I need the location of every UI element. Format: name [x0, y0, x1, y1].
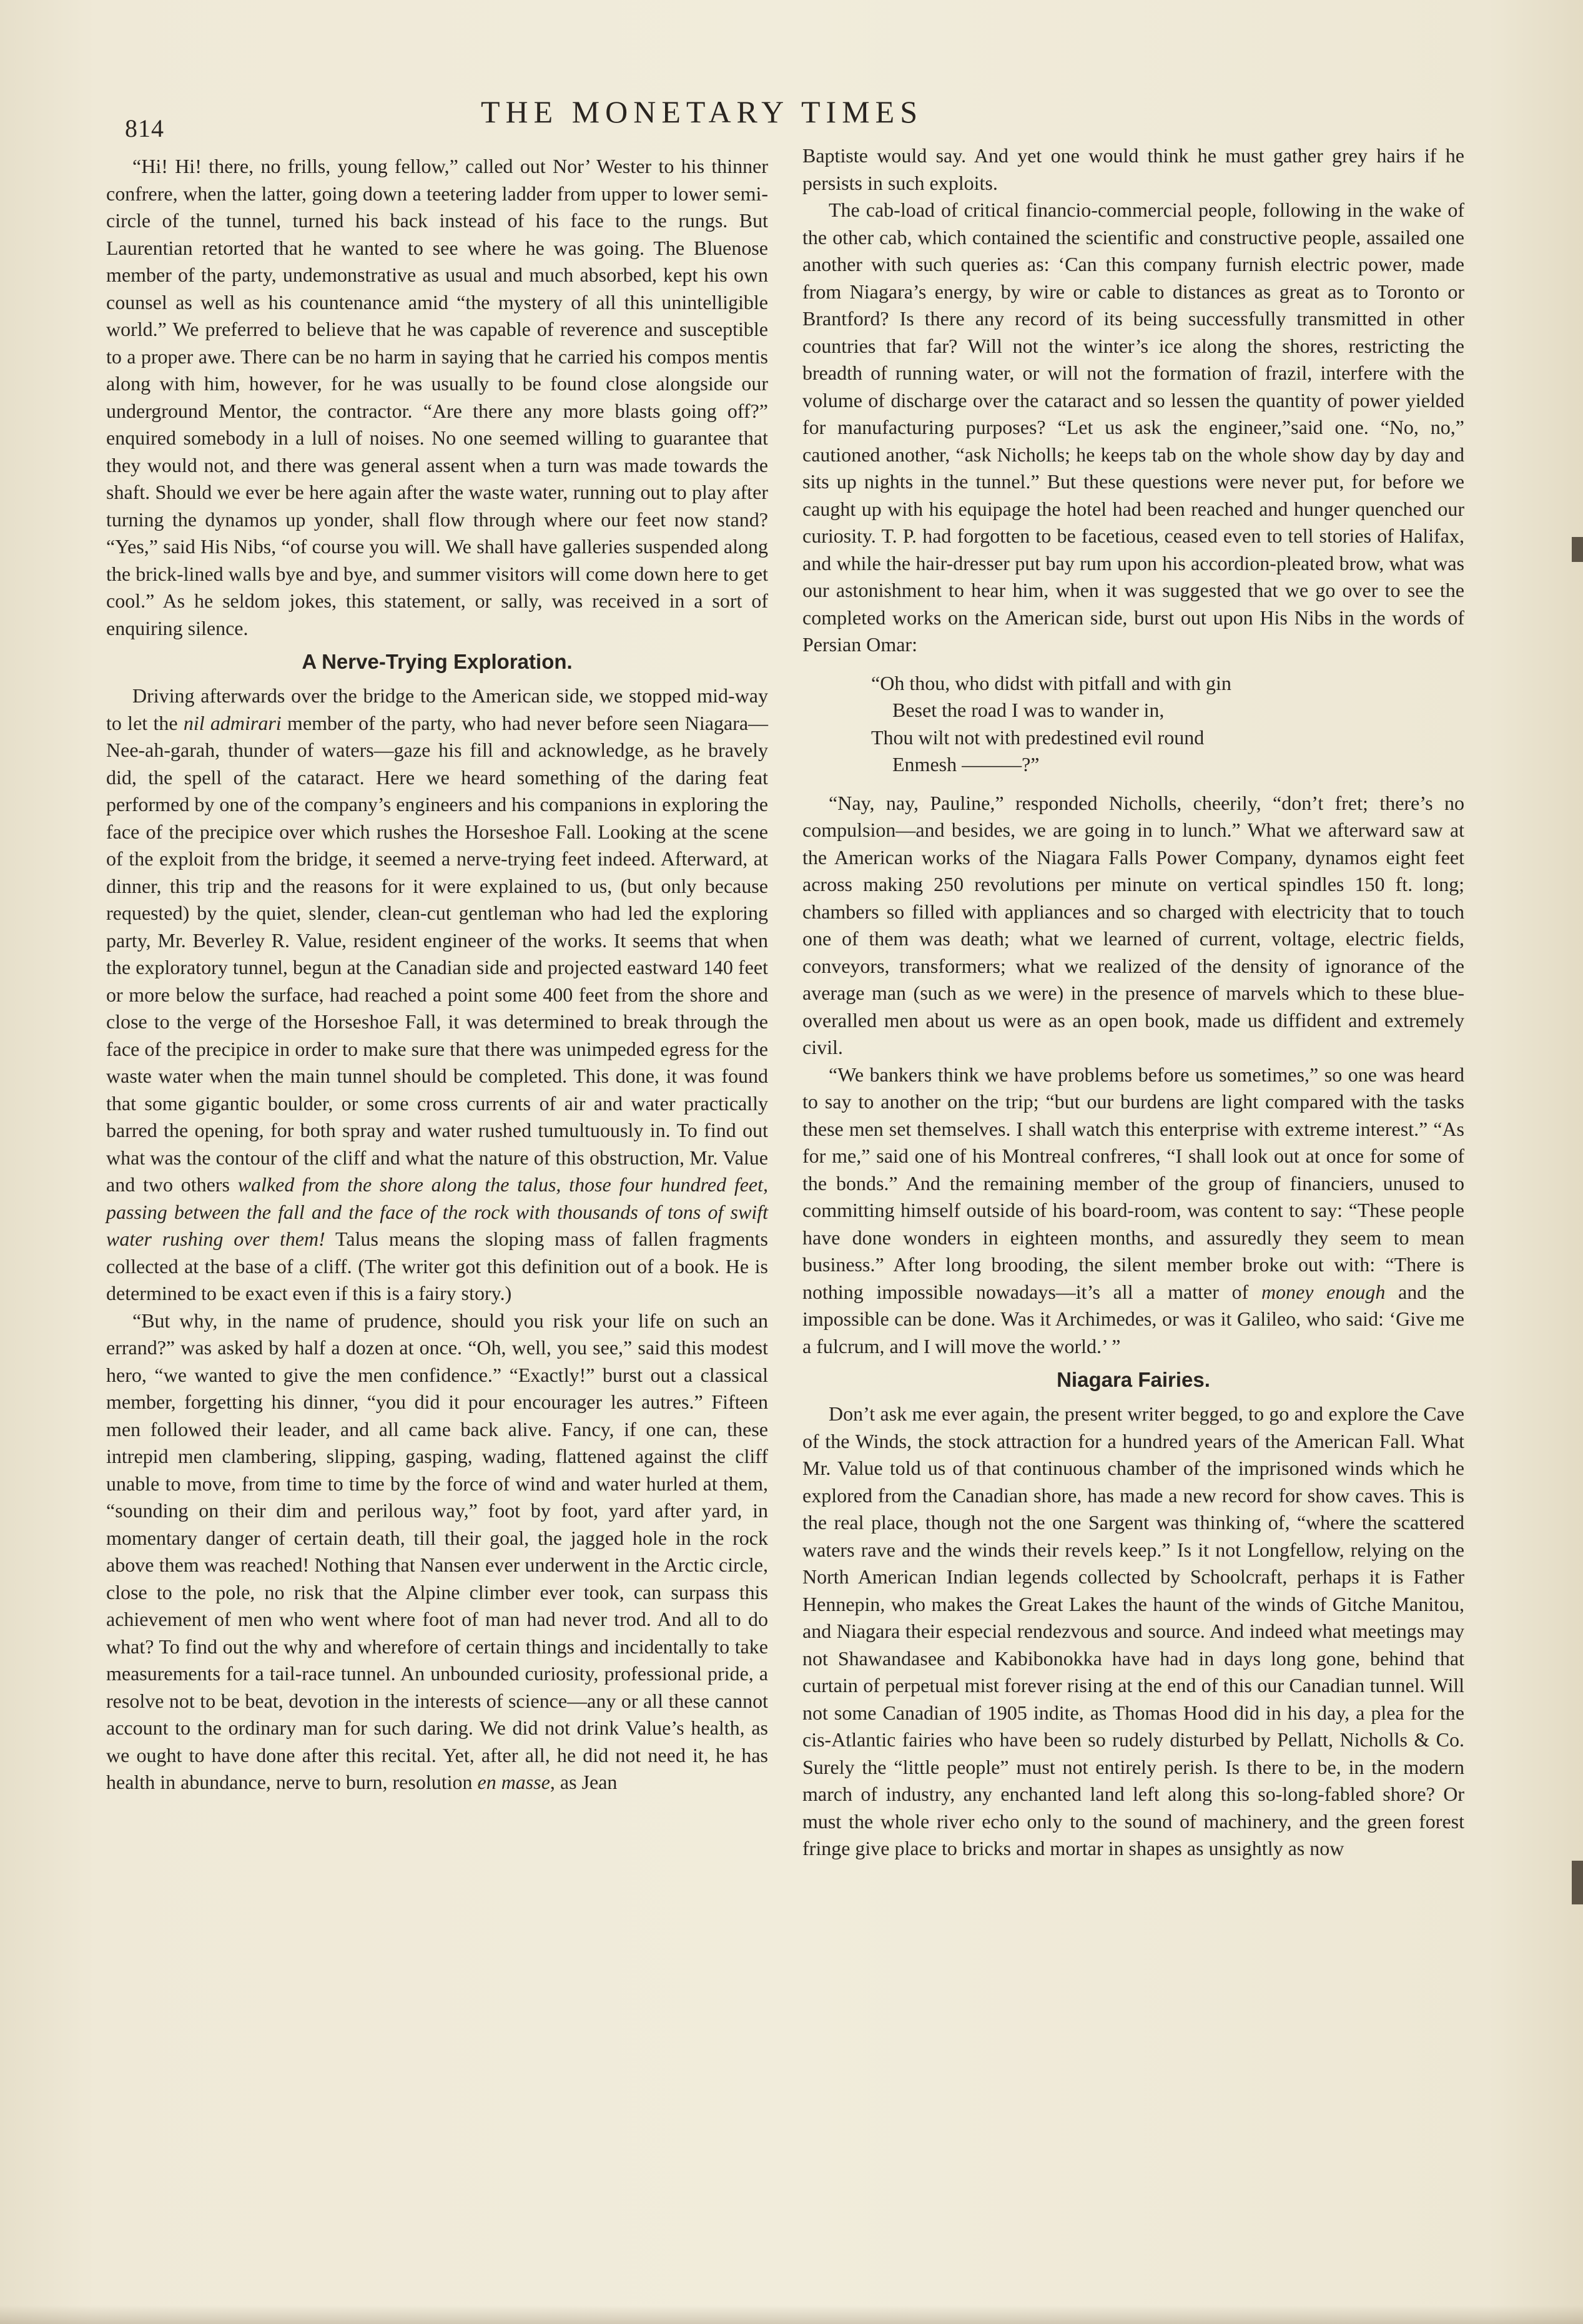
section-heading: Niagara Fairies. [1057, 1368, 1210, 1391]
paragraph: The cab-load of critical financio-commercial people, following in the wake of the other cab, which contained the scientific and constructive people, assailed one another with such queries as: ‘Can this company furnish electric power, made from Niagara’s energy, by wire or cable to distances as great as to Toronto or Brantford? Is there any record of its being successfully transmitted in other countries that far? Will not the winter’s ice along the shores, restricting the breadth of running water, or will not the formation of frazil, interfere with the volume of discharge over the cataract and so lessen the quantity of power yielded for manufacturing purposes? “Let us ask the engineer,”said one. “No, no,” cautioned another, “ask Nicholls; he keeps tab on the whole show day by day and sits up nights in the tunnel.” But these questions were never put, for before we caught up with his equipage the hotel had been reached and hunger quenched our curiosity. T. P. had forgotten to be facetious, ceased even to tell stories of Halifax, and while the hair-dresser put bay rum upon his accordion-pleated brow, what was our astonishment to hear him, when it was suggested that we go over to see the completed works on the American side, burst out upon His Nibs in the words of Persian Omar: [802, 199, 1464, 656]
verse-line: Beset the road I was to wander in, [892, 699, 1165, 721]
italic-phrase: en masse [477, 1771, 550, 1793]
page-number: 814 [125, 114, 164, 142]
verse-quotation [871, 670, 1464, 779]
verse-line: “Oh thou, who didst with pitfall and with gin [871, 671, 1231, 694]
scan-edge-mark [1572, 1861, 1583, 1904]
paragraph: Don’t ask me ever again, the present writer begged, to go and explore the Cave of the Winds, the stock attraction for a hundred years of the American Fall. What Mr. Value told us of that continuous chamber of the imprisoned winds which he explored from the Canadian shore, has made a new record for show caves. This is the real place, though not the one Sargent was thinking of, “where the scattered waters rave and the winds their revels keep.” Is it not Longfellow, relying on the North American Indian legends collected by Schoolcraft, perhaps it is Father Hennepin, who makes the Great Lakes the haunt of the winds of Gitche Manitou, and Niagara their especial rendezvous and source. And indeed what meetings may not Shawandasee and Kabibonokka have had in days long gone, behind that curtain of perpetual mist forever rising at the end of this our Canadian tunnel. Will not some Canadian of 1905 indite, as Thomas Hood did in his day, a plea for the cis-Atlantic fairies who have been so rudely disturbed by Pellatt, Nicholls & Co. Surely the “little people” must not entirely perish. Is there to be, in the modern march of industry, any enchanted land left along this so-long-fabled shore? Or must the whole river echo only to the sound of machinery, and the green forest fringe give place to bricks and mortar in shapes as unsightly as now [802, 1402, 1464, 1859]
page-bottom-shadow [0, 2305, 1583, 2324]
masthead-title: THE MONETARY TIMES [481, 94, 923, 129]
right-column [802, 142, 1464, 1863]
italic-phrase: nil admirari [183, 711, 282, 734]
scan-edge-mark [1572, 537, 1583, 562]
page-header [125, 87, 1471, 144]
paragraph: Driving afterwards over the bridge to the American side, we stopped mid-way to let the nil admirari member of the party, who had never before seen Niagara—Nee-ah-garah, thunder of waters—gaze his fill and acknowledge, as he bravely did, the spell of the cataract. Here we heard something of the daring feat performed by one of the company’s engineers and his companions in exploring the face of the precipice over which rushes the Horseshoe Fall. Looking at the scene of the exploit from the bridge, it seemed a nerve-trying feet indeed. Afterward, at dinner, this trip and the reasons for it were explained to us, (but only because requested) by the quiet, slender, clean-cut gentleman who had led the exploring party, Mr. Beverley R. Value, resident engineer of the works. It seems that when the exploratory tunnel, begun at the Canadian side and projected eastward 140 feet or more below the surface, had reached a point some 400 feet from the shore and close to the verge of the Horseshoe Fall, it was determined to break through the face of the precipice in order to make sure that there was unimpeded egress for the waste water when the main tunnel should be completed. This done, it was found that some gigantic boulder, or some cross currents of air and water practically barred the opening, for both spray and water rushed tumultuously in. To find out what was the contour of the cliff and what the nature of this obstruction, Mr. Value and two others walked from the shore along the talus, those four hundred feet, passing between the fall and the face of the rock with thousands of tons of swift water rushing over them! Talus means the sloping mass of fallen fragments collected at the base of a cliff. (The writer got this definition out of a book. He is determined to be exact even if this is a fairy story.) [106, 684, 769, 1304]
italic-phrase: money enough [1261, 1280, 1386, 1303]
verse-line: Enmesh ———?” [892, 753, 1040, 775]
section-heading: A Nerve-Trying Exploration. [302, 650, 573, 673]
italic-phrase: walked from the shore along the talus, those four hundred feet, passing between the fall and the face of the rock with thousands of tons of swift water rushing over them! [106, 1173, 769, 1250]
paragraph: “Nay, nay, Pauline,” responded Nicholls, cheerily, “don’t fret; there’s no compulsion—and besides, we are going in to lunch.” What we afterward saw at the American works of the Niagara Falls Power Company, dynamos eight feet across making 250 revolutions per minute on vertical spindles 150 ft. long; chambers so filled with appliances and so charged with electricity that to touch one of them was death; what we learned of current, voltage, electric fields, conveyors, transformers; what we realized of the density of ignorance of the average man (such as we were) in the presence of marvels which to these blue-overalled men about us were as an open book, made us diffident and extremely civil. [802, 791, 1464, 1058]
paragraph: “Hi! Hi! there, no frills, young fellow,” called out Nor’ Wester to his thinner confrere, when the latter, going down a teetering ladder from upper to lower semi-circle of the tunnel, turned his back instead of his face to the rungs. But Laurentian retorted that he wanted to see where he was going. The Bluenose member of the party, undemonstrative as usual and much absorbed, kept his own counsel as well as his countenance amid “the mystery of all this unintelligible world.” We preferred to believe that he was capable of reverence and susceptible to a proper awe. There can be no harm in saying that he carried his compos mentis along with him, however, for he was usually to be found close alongside our underground Mentor, the contractor. “Are there any more blasts going off?” enquired somebody in a lull of noises. No one seemed willing to guarantee that they would not, and there was general assent when a turn was made towards the shaft. Should we ever be here again after the waste water, running out to play after turning the dynamos up yonder, shall flow through where our feet now stand? “Yes,” said His Nibs, “of course you will. We shall have galleries suspended along the brick-lined walls bye and bye, and summer visitors will come down here to get cool.” As he seldom jokes, this statement, or sally, was received in a sort of enquiring silence. [106, 155, 768, 639]
paragraph: “We bankers think we have problems before us sometimes,” so one was heard to say to another on the trip; “but our burdens are light compared with the tasks these men set themselves. I shall watch this enterprise with extreme interest.” “As for me,” said one of his Montreal confreres, “I shall look out at once for some of the bonds.” And the remaining member of the group of financiers, unused to committing himself outside of his board-room, was content to say: “These people have done wonders in eighteen months, and assuredly they seem to mean business.” After long brooding, the silent member broke out with: “There is nothing impossible nowadays—it’s all a matter of money enough and the impossible can be done. Was it Archimedes, or was it Galileo, who said: ‘Give me a fulcrum, and I will move the world.’ ” [802, 1063, 1465, 1357]
paragraph: Baptiste would say. And yet one would think he must gather grey hairs if he persists in such exploits. [802, 144, 1464, 194]
verse-line: Thou wilt not with predestined evil round [871, 726, 1205, 749]
left-column [106, 153, 768, 1796]
paragraph: “But why, in the name of prudence, should you risk your life on such an errand?” was asked by half a dozen at once. “Oh, well, you see,” said this modest hero, “we wanted to give the men confidence.” “Exactly!” burst out a classical member, forgetting his dinner, “you did it pour encourager les autres.” Fifteen men followed their leader, and all came back alive. Fancy, if one can, these intrepid men clambering, slipping, gasping, wading, flattened against the cliff unable to move, from time to time by the force of wind and water hurled at them, “sounding on their dim and perilous way,” foot by foot, yard after yard, in momentary danger of certain death, till their goal, the jagged hole in the rock above them was reached! Nothing that Nansen ever underwent in the Arctic circle, close to the pole, no risk that the Alpine climber ever took, can surpass this achievement of men who went where foot of man had never trod. And all to do what? To find out the why and wherefore of certain things and incidentally to take measurements for a tail-race tunnel. An unbounded curiosity, professional pride, a resolve not to be beat, devotion in the interests of science—any or all these cannot account to the ordinary man for such daring. We did not drink Value’s health, as we ought to have done after this recital. Yet, after all, he did not need it, he has health in abundance, nerve to burn, resolution en masse, as Jean [106, 1309, 768, 1793]
